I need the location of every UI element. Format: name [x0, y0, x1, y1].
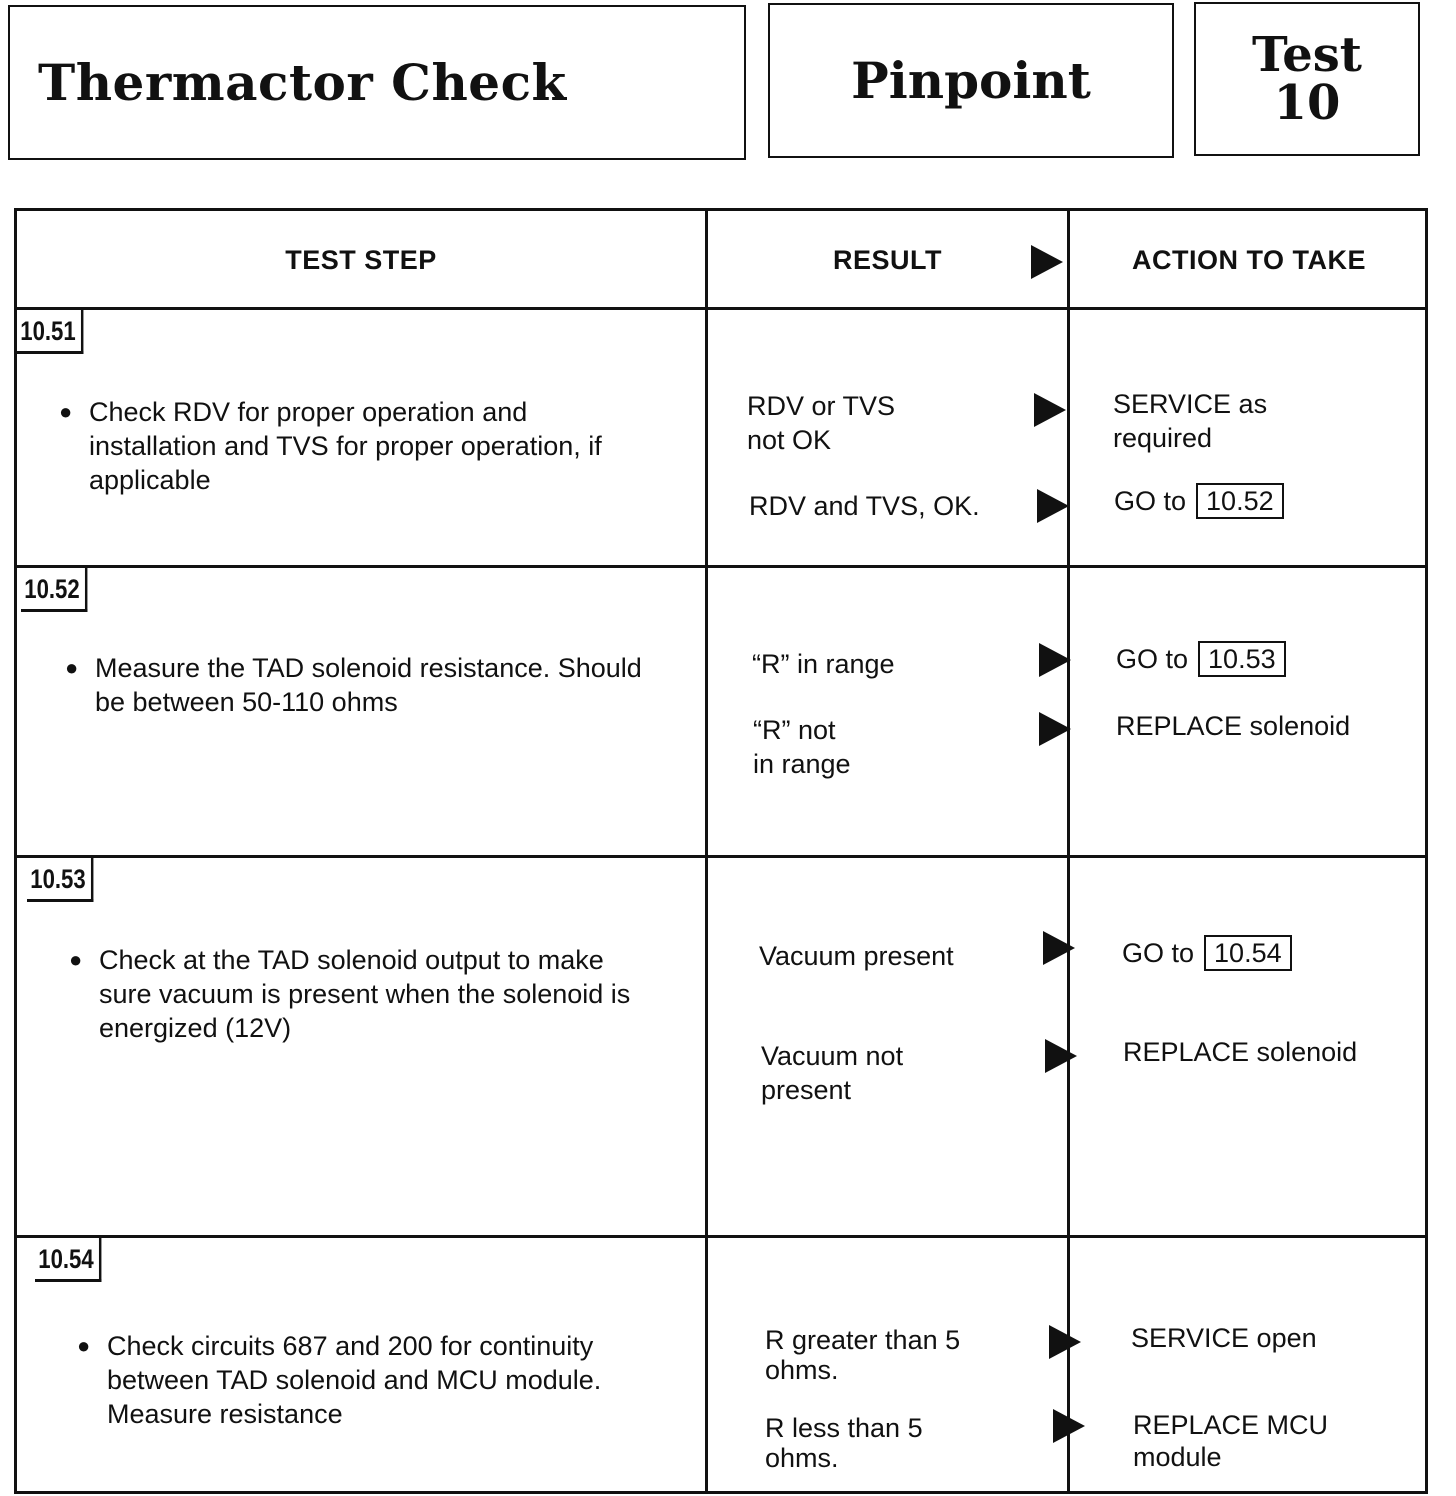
bullet-icon: ● — [59, 399, 73, 424]
arrow-icon — [1043, 931, 1075, 965]
action-text: SERVICE as required — [1113, 389, 1268, 453]
result-text: RDV or TVS not OK — [747, 391, 896, 455]
step-instruction: ● Check RDV for proper operation and installation and TVS for proper operation, if applicable — [59, 397, 602, 495]
result-text: R less than 5 ohms. — [765, 1413, 923, 1473]
arrow-icon — [1034, 393, 1066, 427]
row-divider — [17, 1235, 1425, 1238]
column-header-action: ACTION TO TAKE — [1132, 244, 1366, 275]
column-divider — [1067, 211, 1070, 1491]
column-divider — [705, 211, 708, 1491]
arrow-icon — [1031, 245, 1063, 279]
title-box — [8, 5, 746, 160]
goto-step-ref[interactable]: 10.54 — [1204, 935, 1292, 971]
result-text: Vacuum not present — [761, 1041, 904, 1105]
bullet-icon: ● — [69, 947, 83, 972]
step-instruction: ● Check at the TAD solenoid output to make sure vacuum is present when the solenoid is energized (12V) — [69, 945, 631, 1043]
row-divider — [17, 307, 1425, 310]
arrow-icon — [1039, 712, 1071, 746]
arrow-icon — [1045, 1039, 1077, 1073]
action-text: GO to 10.54 — [1122, 935, 1292, 971]
arrow-icon — [1037, 489, 1069, 523]
column-header-test-step: TEST STEP — [285, 244, 437, 275]
result-text: “R” in range — [752, 649, 895, 679]
test-number: 10 — [1273, 75, 1341, 131]
bullet-icon: ● — [77, 1333, 91, 1358]
action-text: REPLACE solenoid — [1123, 1037, 1358, 1067]
arrow-icon — [1053, 1409, 1085, 1443]
result-text: “R” not in range — [753, 715, 851, 779]
result-text: R greater than 5 ohms. — [765, 1325, 961, 1385]
action-text: SERVICE open — [1131, 1323, 1317, 1353]
arrow-icon — [1049, 1325, 1081, 1359]
step-id: 10.54 — [35, 1238, 101, 1282]
bullet-icon: ● — [65, 655, 79, 680]
test-table — [14, 208, 1428, 1494]
step-instruction: ● Check circuits 687 and 200 for continuity between TAD solenoid and MCU module. Measure resistance — [77, 1331, 602, 1429]
column-header-result: RESULT — [833, 244, 942, 275]
action-text: GO to 10.52 — [1114, 483, 1284, 519]
action-text: REPLACE solenoid — [1116, 711, 1351, 741]
step-id: 10.53 — [27, 858, 93, 902]
row-divider — [17, 565, 1425, 568]
arrow-icon — [1039, 643, 1071, 677]
result-text: Vacuum present — [759, 941, 954, 971]
row-divider — [17, 855, 1425, 858]
page-title: Thermactor Check — [38, 53, 567, 112]
step-id: 10.51 — [17, 310, 83, 354]
goto-step-ref[interactable]: 10.52 — [1196, 483, 1284, 519]
section-label: Pinpoint — [851, 51, 1091, 110]
action-text: GO to 10.53 — [1116, 641, 1286, 677]
test-label: Test — [1252, 27, 1362, 83]
result-text: RDV and TVS, OK. — [749, 491, 980, 521]
step-id: 10.52 — [21, 568, 87, 612]
test-number-box — [1194, 2, 1420, 156]
section-box — [768, 3, 1174, 158]
goto-step-ref[interactable]: 10.53 — [1198, 641, 1286, 677]
step-instruction: ● Measure the TAD solenoid resistance. Should be between 50-110 ohms — [65, 653, 642, 717]
action-text: REPLACE MCU module — [1133, 1410, 1329, 1472]
